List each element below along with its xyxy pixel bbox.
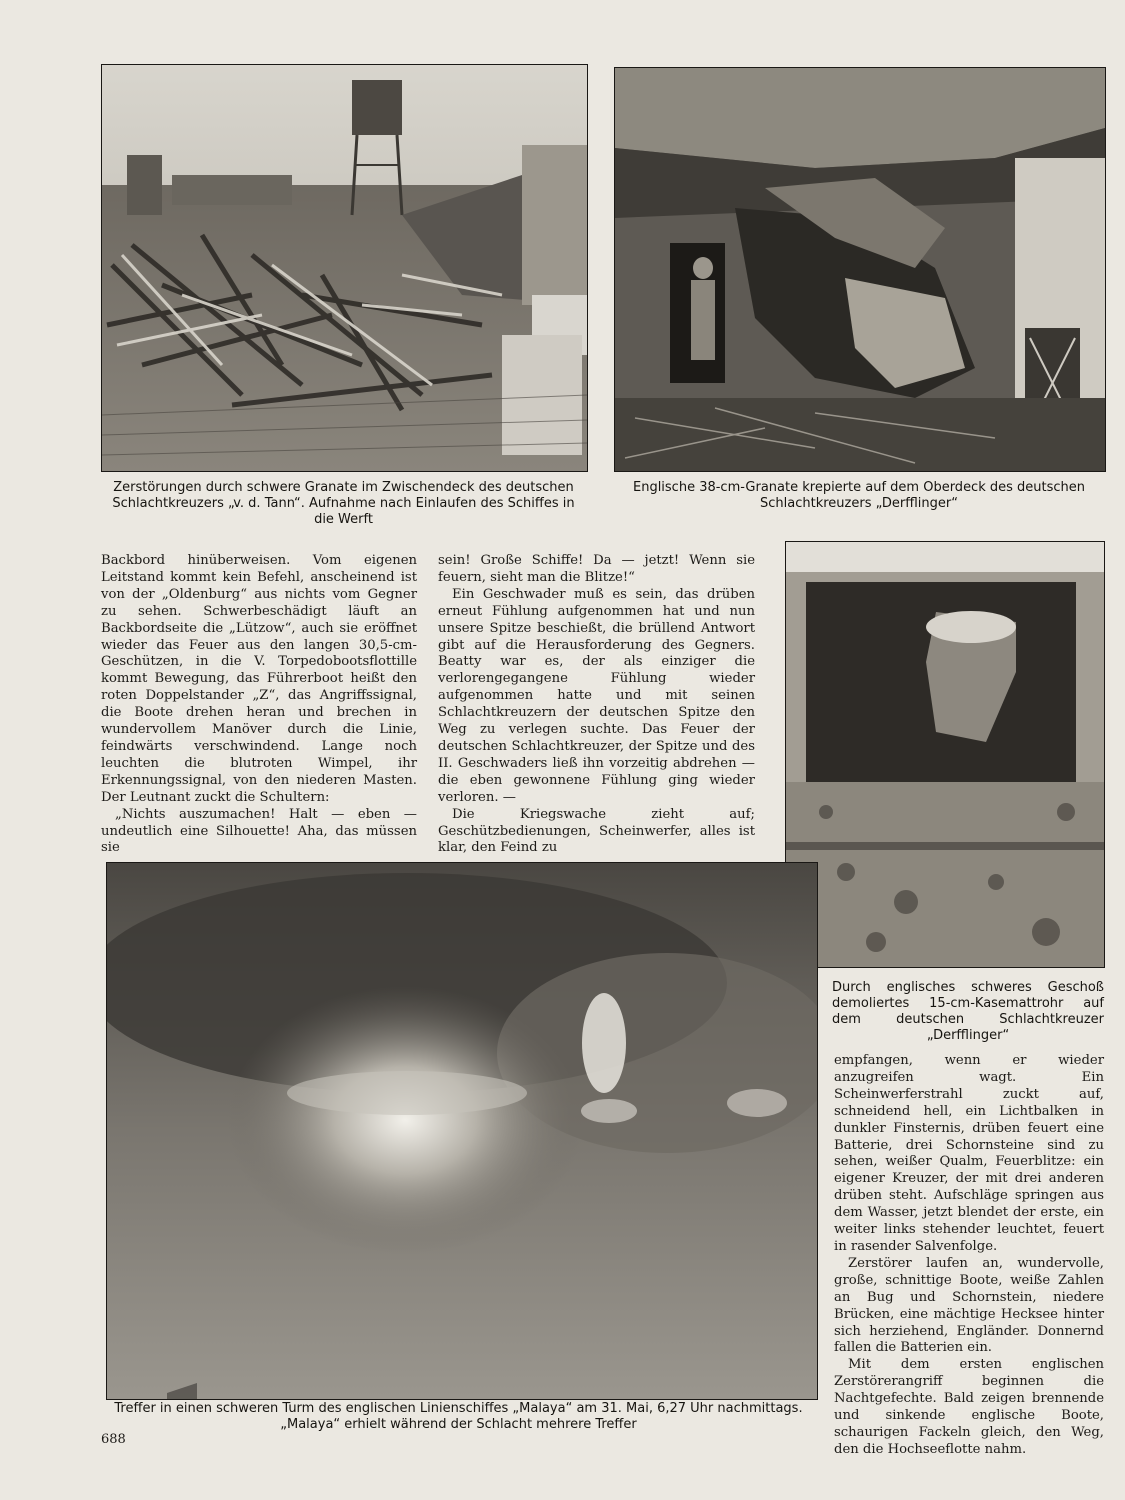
paragraph: Mit dem ersten englischen Zerstörerangriff beginnen die Nachtgefechte. Bald zeigen brennende und sinkende englische Boote, schaurigen Fackeln gleich, den Weg, den die Hochseeflotte nahm. [834, 1357, 1104, 1457]
photo-derfflinger-oberdeck [614, 67, 1106, 472]
paragraph: Zerstörer laufen an, wundervolle, große, schnittige Boote, weiße Zahlen an Bug und Schornstein, niedere Brücken, eine mächtige Hecksee hinter sich herziehend, Engländer. Donnernd fallen die Batterien ein. [834, 1255, 1104, 1356]
caption-malaya: Treffer in einen schweren Turm des englischen Linienschiffes „Malaya“ am 31. Mai, 6,27 Uhr nachmittags. „Malaya“ erhielt während der Schlacht mehrere Treffer [114, 1401, 803, 1432]
paragraph: „Nichts auszumachen! Halt — eben — undeutlich eine Silhouette! Aha, das müssen sie [101, 806, 417, 856]
caption-kasemattrohr: Durch englisches schweres Geschoß demoliertes 15-cm-Kasemattrohr auf dem deutschen Schlachtkreuzer „Derfflinger“ [832, 980, 1104, 1043]
photo-malaya-treffer [106, 862, 818, 1400]
caption-derfflinger-oberdeck: Englische 38-cm-Granate krepierte auf dem Oberdeck des deutschen Schlachtkreuzers „Derfflinger“ [632, 480, 1086, 511]
paragraph: empfangen, wenn er wieder anzugreifen wagt. Ein Scheinwerferstrahl zuckt auf, schneidend hell, ein Lichtbalken in dunkler Finsternis, drüben feuert eine Batterie, drei Schornsteine sind zu sehen, weißer Qualm, Feuerblitze: ein eigener Kreuzer, der mit drei anderen drüben steht. Aufschläge springen aus dem Wasser, jetzt blendet der erste, ein weiter links stehender leuchtet, feuert in rasender Salvenfolge. [834, 1053, 1104, 1254]
paragraph: Die Kriegswache zieht auf; Geschützbedienungen, Scheinwerfer, alles ist klar, den Feind zu [438, 806, 755, 856]
paragraph: Backbord hinüberweisen. Vom eigenen Leitstand kommt kein Befehl, anscheinend ist von der „Oldenburg“ aus nichts vom Gegner zu sehen. Schwerbeschädigt läuft an Backbordseite die „Lützow“, auch sie eröffnet wieder das Feuer aus den langen 30,5-cm-Geschützen, in die V. Torpedobootsflottille kommt Bewegung, das Führerboot heißt den roten Doppelstander „Z“, das Angriffssignal, die Boote drehen heran und brechen in wundervollem Manöver durch die Linie, feindwärts verschwindend. Lange noch leuchten die blutroten Wimpel, ihr Erkennungssignal, von den niederen Masten. Der Leutnant zuckt die Schultern: [101, 553, 417, 805]
paragraph: sein! Große Schiffe! Da — jetzt! Wenn sie feuern, sieht man die Blitze!“ [438, 553, 755, 585]
page-number: 688 [101, 1432, 126, 1447]
text-column-1 [101, 553, 417, 857]
photo-kasemattrohr [785, 541, 1105, 968]
text-column-2 [438, 553, 755, 857]
caption-vdtann: Zerstörungen durch schwere Granate im Zwischendeck des deutschen Schlachtkreuzers „v. d. Tann“. Aufnahme nach Einlaufen des Schiffes in die Werft [112, 480, 575, 527]
text-column-3 [834, 1053, 1104, 1459]
photo-vdtann-zwischendeck [101, 64, 588, 472]
paragraph: Ein Geschwader muß es sein, das drüben erneut Fühlung aufgenommen hat und nun unsere Spitze beschießt, die brüllend Antwort gibt auf die Herausforderung des Gegners. Beatty war es, der als einziger die verlorengegangene Fühlung wieder aufgenommen hatte und mit seinen Schlachtkreuzern der deutschen Spitze den Weg zu verlegen suchte. Das Feuer der deutschen Schlachtkreuzer, der Spitze und des II. Geschwaders ließ ihn vorzeitig abdrehen — die eben gewonnene Fühlung ging wieder verloren. — [438, 586, 755, 805]
